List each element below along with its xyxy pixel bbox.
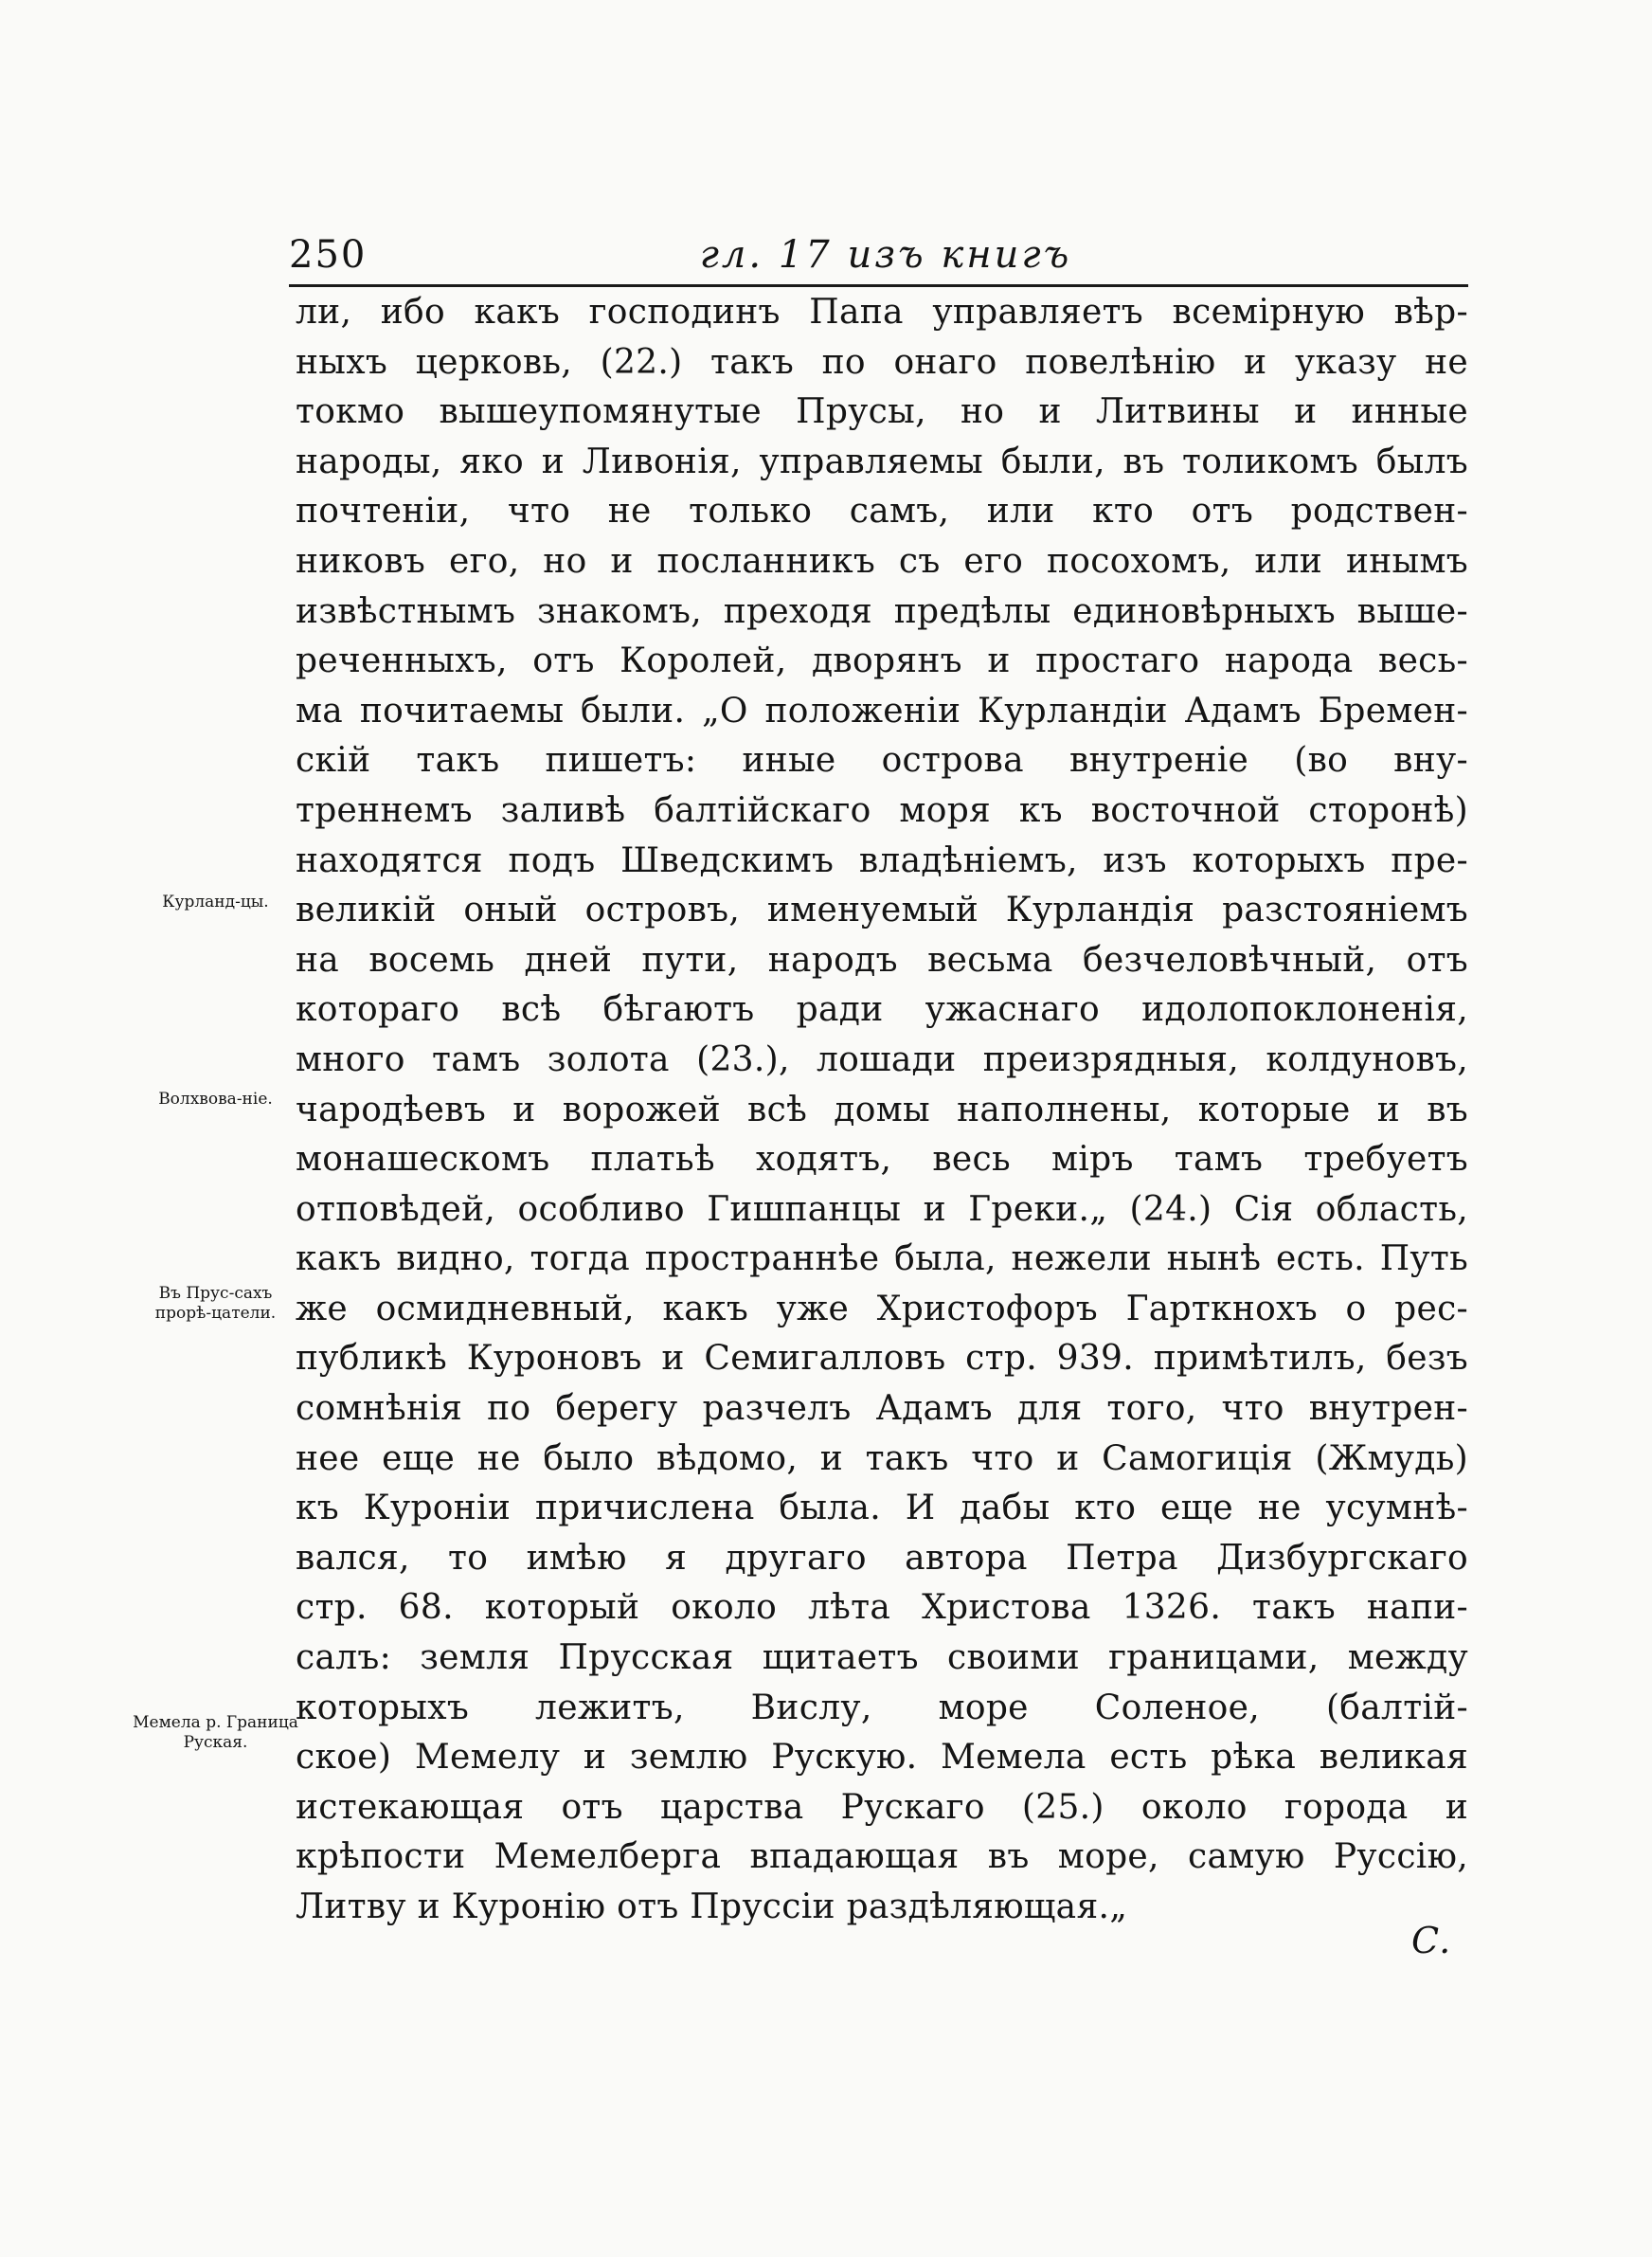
- text-line: вался, то имѣю я другаго автора Петра Дизбургскаго: [296, 1538, 1468, 1578]
- text-line: скiй такъ пишетъ: иные острова внутренiе (во вну-: [296, 741, 1468, 781]
- text-line: треннемъ заливѣ балтiйскаго моря къ восточной сторонѣ): [296, 790, 1468, 830]
- margin-note: Въ Прус-сахъ прорѣ-цатели.: [154, 1284, 277, 1323]
- text-line: салъ: земля Прусская щитаетъ своими границами, между: [296, 1638, 1468, 1678]
- text-line: какъ видно, тогда пространнѣе была, нежели нынѣ есть. Путь: [296, 1239, 1468, 1279]
- margin-note: Волхвова-нiе.: [158, 1090, 273, 1109]
- page-header: [289, 226, 1468, 282]
- margin-note: Мемела р. Граница Руская.: [133, 1713, 298, 1752]
- margin-note: Курланд-цы.: [162, 893, 269, 912]
- text-line: чародѣевъ и ворожей всѣ домы наполнены, которые и въ: [296, 1090, 1468, 1129]
- text-line: нее еще не было вѣдомо, и такъ что и Самогицiя (Жмудь): [296, 1438, 1468, 1478]
- text-line: находятся подъ Шведскимъ владѣнiемъ, изъ которыхъ пре-: [296, 840, 1468, 880]
- text-line: ское) Мемелу и землю Рускую. Мемела есть рѣка великая: [296, 1738, 1468, 1778]
- text-line: стр. 68. который около лѣта Христова 1326. такъ напи-: [296, 1588, 1468, 1628]
- text-line: которыхъ лежитъ, Вислу, море Соленое, (балтiй-: [296, 1688, 1468, 1727]
- text-line: никовъ его, но и посланникъ съ его посохомъ, или инымъ: [296, 541, 1468, 581]
- text-line: монашескомъ платьѣ ходятъ, весь мiръ тамъ требуетъ: [296, 1140, 1468, 1180]
- text-line: же осмидневный, какъ уже Христофоръ Гарткнохъ о рес-: [296, 1289, 1468, 1328]
- text-line: реченныхъ, отъ Королей, дворянъ и простаго народа весь-: [296, 641, 1468, 681]
- text-line: Литву и Куронiю отъ Пруссiи раздѣляющая.„: [296, 1887, 1128, 1926]
- text-line: великiй оный островъ, именуемый Курландiя разстоянiемъ: [296, 891, 1468, 930]
- text-line: почтенiи, что не только самъ, или кто отъ родствен-: [296, 492, 1468, 532]
- text-line: отповѣдей, особливо Гишпанцы и Греки.„ (24.) Сiя область,: [296, 1189, 1468, 1229]
- running-head: гл. 17 изъ книгъ: [699, 233, 1072, 277]
- text-line: ныхъ церковь, (22.) такъ по онаго повелѣнiю и указу не: [296, 342, 1468, 382]
- text-line: народы, яко и Ливонiя, управляемы были, въ толикомъ былъ: [296, 442, 1468, 481]
- text-line: истекающая отъ царства Рускаго (25.) около города и: [296, 1787, 1468, 1827]
- text-line: котораго всѣ бѣгаютъ ради ужаснаго идолопоклоненiя,: [296, 990, 1468, 1030]
- text-line: извѣстнымъ знакомъ, преходя предѣлы единовѣрныхъ выше-: [296, 591, 1468, 631]
- text-line: публикѣ Куроновъ и Семигалловъ стр. 939. примѣтилъ, безъ: [296, 1339, 1468, 1379]
- header-rule: [289, 284, 1468, 287]
- text-line: токмо вышеупомянутые Прусы, но и Литвины и инные: [296, 392, 1468, 432]
- text-line: ли, ибо какъ господинъ Папа управляетъ всемiрную вѣр-: [296, 293, 1468, 332]
- text-line: на восемь дней пути, народъ весьма безчеловѣчный, отъ: [296, 940, 1468, 980]
- text-line: ма почитаемы были. „О положенiи Курландiи Адамъ Бремен-: [296, 691, 1468, 731]
- text-line: крѣпости Мемелберга впадающая въ море, самую Руссiю,: [296, 1837, 1468, 1877]
- catchword: С.: [1411, 1920, 1451, 1961]
- text-line: много тамъ золота (23.), лошади преизрядныя, колдуновъ,: [296, 1039, 1468, 1079]
- text-line: къ Куронiи причислена была. И дабы кто еще не усумнѣ-: [296, 1489, 1468, 1528]
- page-number: 250: [289, 233, 368, 277]
- text-line: сомнѣнiя по берегу разчелъ Адамъ для того, что внутрен-: [296, 1389, 1468, 1429]
- body-text: [296, 288, 1468, 1933]
